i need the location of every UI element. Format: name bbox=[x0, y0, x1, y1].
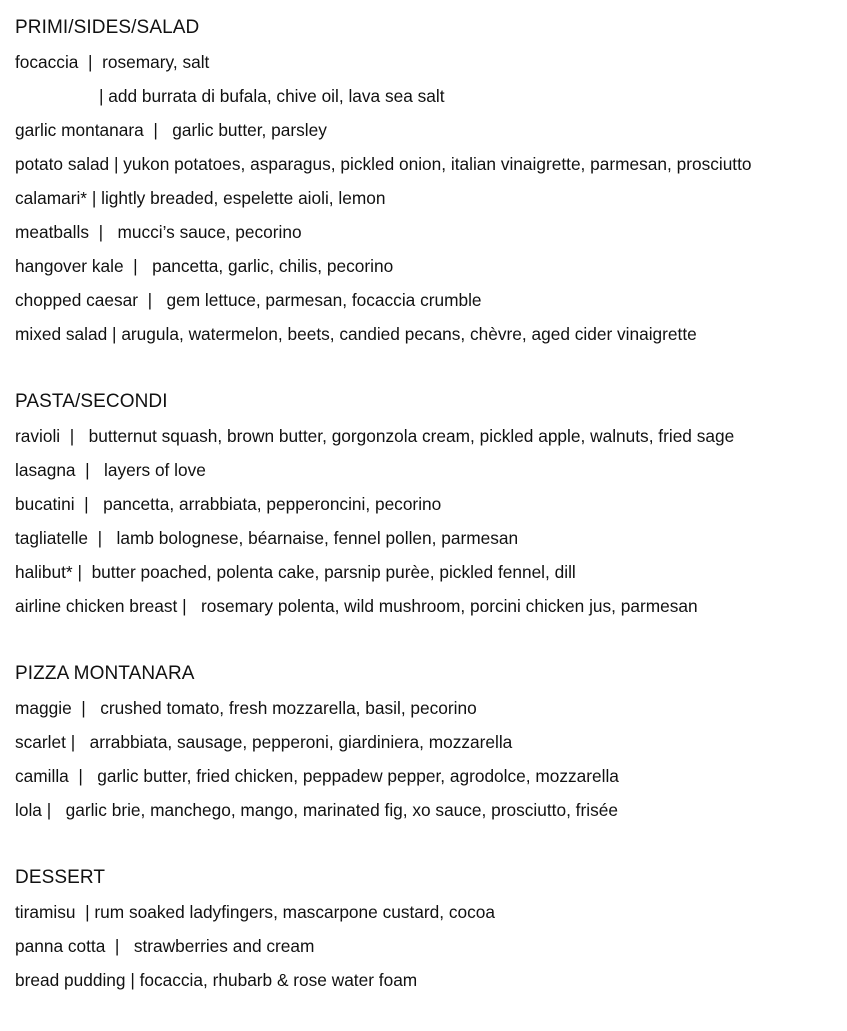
menu-item bbox=[15, 249, 847, 283]
item-description: rosemary, salt bbox=[102, 52, 210, 72]
item-description: garlic brie, manchego, mango, marinated fig, xo sauce, prosciutto, frisée bbox=[65, 800, 618, 820]
menu-item bbox=[15, 555, 847, 589]
item-name: tagliatelle bbox=[15, 528, 89, 548]
item-name: airline chicken breast bbox=[15, 596, 178, 616]
item-separator: | bbox=[125, 970, 140, 990]
item-description: add burrata di bufala, chive oil, lava sea salt bbox=[108, 86, 445, 106]
item-separator: | bbox=[88, 222, 118, 242]
item-name: tiramisu bbox=[15, 902, 76, 922]
menu-item bbox=[15, 147, 847, 181]
item-description: pancetta, garlic, chilis, pecorino bbox=[152, 256, 394, 276]
menu-item bbox=[15, 113, 847, 147]
menu-item bbox=[15, 895, 847, 929]
item-name: maggie bbox=[15, 698, 72, 718]
item-separator: | bbox=[74, 494, 104, 514]
item-name: chopped caesar bbox=[15, 290, 138, 310]
section-title: PASTA/SECONDI bbox=[15, 391, 168, 412]
item-separator: | bbox=[65, 732, 90, 752]
item-description: garlic butter, parsley bbox=[172, 120, 327, 140]
menu-item bbox=[15, 419, 847, 453]
item-name: scarlet bbox=[15, 732, 66, 752]
menu-item bbox=[15, 487, 847, 521]
menu-item bbox=[15, 215, 847, 249]
item-description: crushed tomato, fresh mozzarella, basil, pecorino bbox=[100, 698, 477, 718]
section-title: PRIMI/SIDES/SALAD bbox=[15, 17, 200, 38]
item-description: gem lettuce, parmesan, focaccia crumble bbox=[166, 290, 482, 310]
item-separator: | bbox=[105, 936, 134, 956]
item-separator: | bbox=[99, 86, 109, 106]
item-description: yukon potatoes, asparagus, pickled onion, italian vinaigrette, parmesan, prosciutto bbox=[123, 154, 752, 174]
item-name: bread pudding bbox=[15, 970, 126, 990]
item-description: rosemary polenta, wild mushroom, porcini chicken jus, parmesan bbox=[201, 596, 698, 616]
menu-item bbox=[15, 453, 847, 487]
item-description: rum soaked ladyfingers, mascarpone custard, cocoa bbox=[94, 902, 495, 922]
item-name: ravioli bbox=[15, 426, 61, 446]
menu-item-addon bbox=[15, 79, 847, 113]
item-name: focaccia bbox=[15, 52, 79, 72]
item-separator: | bbox=[137, 290, 167, 310]
item-separator: | bbox=[177, 596, 202, 616]
item-separator: | bbox=[71, 698, 101, 718]
item-description: lightly breaded, espelette aioli, lemon bbox=[101, 188, 386, 208]
item-separator: | bbox=[109, 154, 124, 174]
menu-item bbox=[15, 283, 847, 317]
item-name: camilla bbox=[15, 766, 69, 786]
menu-item bbox=[15, 181, 847, 215]
item-description: mucci’s sauce, pecorino bbox=[117, 222, 302, 242]
item-separator: | bbox=[143, 120, 173, 140]
item-separator: | bbox=[78, 52, 103, 72]
item-separator: | bbox=[123, 256, 153, 276]
menu-item bbox=[15, 521, 847, 555]
item-name: potato salad bbox=[15, 154, 110, 174]
item-separator: | bbox=[75, 460, 105, 480]
menu bbox=[15, 11, 847, 1031]
item-description: garlic butter, fried chicken, peppadew pepper, agrodolce, mozzarella bbox=[97, 766, 619, 786]
item-separator: | bbox=[60, 426, 89, 446]
menu-section-pizza-montanara bbox=[15, 657, 847, 827]
menu-item bbox=[15, 929, 847, 963]
item-separator: | bbox=[75, 902, 95, 922]
item-description: layers of love bbox=[104, 460, 206, 480]
item-separator: | bbox=[72, 562, 92, 582]
menu-item bbox=[15, 759, 847, 793]
item-name: halibut* bbox=[15, 562, 73, 582]
menu-item bbox=[15, 793, 847, 827]
item-description: arrabbiata, sausage, pepperoni, giardiniera, mozzarella bbox=[89, 732, 513, 752]
menu-item bbox=[15, 317, 847, 351]
item-description: lamb bolognese, béarnaise, fennel pollen, parmesan bbox=[116, 528, 519, 548]
clipped-text-fragment bbox=[843, 122, 846, 132]
item-description: focaccia, rhubarb & rose water foam bbox=[139, 970, 418, 990]
item-description: pancetta, arrabbiata, pepperoncini, pecorino bbox=[103, 494, 442, 514]
item-name: lola bbox=[15, 800, 42, 820]
item-name: mixed salad bbox=[15, 324, 108, 344]
item-name: meatballs bbox=[15, 222, 89, 242]
menu-item bbox=[15, 589, 847, 623]
item-separator: | bbox=[87, 188, 102, 208]
item-name: hangover kale bbox=[15, 256, 124, 276]
item-description: strawberries and cream bbox=[133, 936, 315, 956]
menu-item bbox=[15, 45, 847, 79]
item-name: bucatini bbox=[15, 494, 75, 514]
menu-section-pasta-secondi bbox=[15, 385, 847, 623]
menu-item bbox=[15, 691, 847, 725]
item-separator: | bbox=[41, 800, 66, 820]
item-description: arugula, watermelon, beets, candied pecans, chèvre, aged cider vinaigrette bbox=[121, 324, 697, 344]
item-separator: | bbox=[88, 528, 117, 548]
item-description: butternut squash, brown butter, gorgonzola cream, pickled apple, walnuts, fried sage bbox=[88, 426, 735, 446]
item-name: garlic montanara bbox=[15, 120, 144, 140]
menu-section-primi-sides-salad bbox=[15, 11, 847, 351]
menu-section-dessert bbox=[15, 861, 847, 997]
section-title: PIZZA MONTANARA bbox=[15, 663, 195, 684]
item-name: panna cotta bbox=[15, 936, 106, 956]
menu-item bbox=[15, 725, 847, 759]
item-name: lasagna bbox=[15, 460, 76, 480]
item-separator: | bbox=[68, 766, 98, 786]
item-description: butter poached, polenta cake, parsnip purèe, pickled fennel, dill bbox=[91, 562, 576, 582]
section-title: DESSERT bbox=[15, 867, 106, 888]
item-separator: | bbox=[107, 324, 122, 344]
item-name: calamari* bbox=[15, 188, 88, 208]
menu-item bbox=[15, 963, 847, 997]
